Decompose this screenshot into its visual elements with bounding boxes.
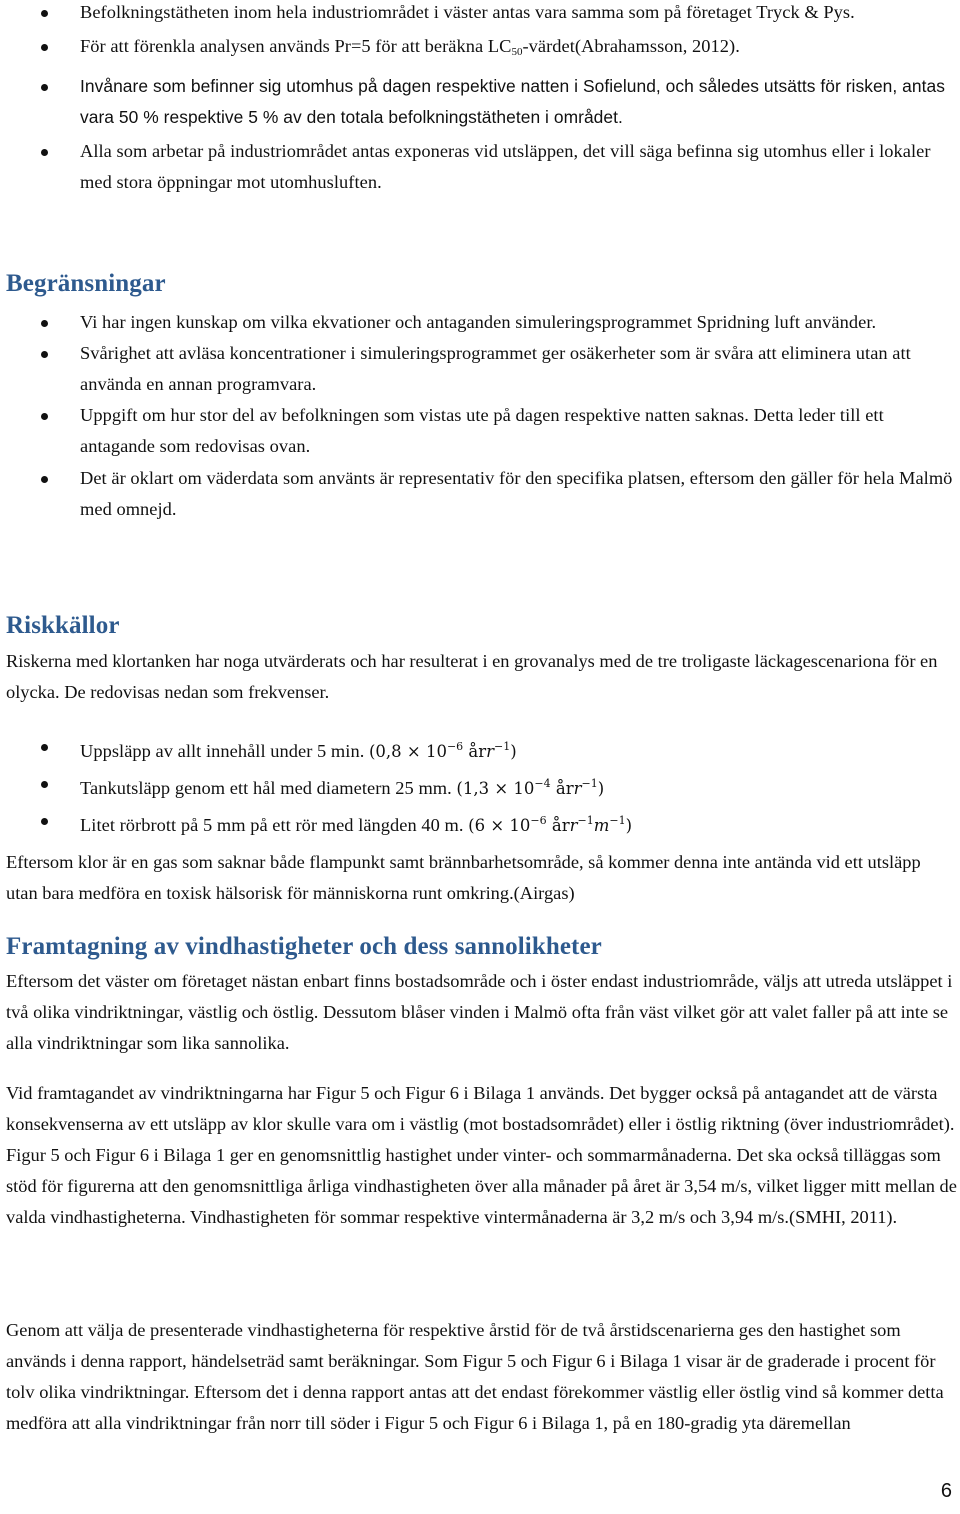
- list-item: Tankutsläpp genom ett hål med diametern 25 mm. ($1,3 \times 10^{-4}$ årr$^{-1}$): [6, 768, 956, 805]
- limitations-list: [6, 307, 956, 525]
- list-item: Det är oklart om väderdata som använts är representativ för den specifika platsen, eftersom den gäller för hela Malmö med omnejd.: [6, 463, 956, 525]
- list-item: Svårighet att avläsa koncentrationer i simuleringsprogrammet ger osäkerheter som är svåra att eliminera utan att använda en annan programvara.: [6, 338, 956, 400]
- bullet-icon: [41, 84, 48, 91]
- bullet-icon: [41, 320, 48, 327]
- bullet-icon: [41, 476, 48, 483]
- bullet-icon: [41, 44, 48, 51]
- list-item: Uppsläpp av allt innehåll under 5 min. ($0,8 \times 10^{-6}$ årr$^{-1}$): [6, 731, 956, 768]
- frequency-value: ($1,3 \times 10^{-4}$ årr$^{-1}$): [456, 777, 605, 798]
- heading-vindhastigheter: Framtagning av vindhastigheter och dess sannolikheter: [6, 933, 602, 960]
- frequency-value: ($0,8 \times 10^{-6}$ årr$^{-1}$): [368, 740, 517, 761]
- heading-begransningar: Begränsningar: [6, 270, 166, 297]
- riskkallor-after: Eftersom klor är en gas som saknar både flampunkt samt brännbarhetsområde, så kommer denna inte antända vid ett utsläpp utan bara medföra en toxisk hälsorisk för människorna runt omkring.(Airgas): [6, 852, 921, 903]
- bullet-icon: [41, 818, 48, 825]
- assumptions-list: [6, 0, 956, 198]
- list-item: Vi har ingen kunskap om vilka ekvationer och antaganden simuleringsprogrammet Spridning luft använder.: [6, 307, 956, 338]
- vind-paragraph-1: Eftersom det väster om företaget nästan enbart finns bostadsområde och i öster endast industriområde, väljs att utreda utsläppet i två olika vindriktningar, västlig och östlig. Dessutom blåser vinden i Malmö ofta från väst vilket gör att valet faller på att inte se alla vindriktningar som lika sannolika.: [6, 971, 953, 1053]
- vind-paragraph-2: Vid framtagandet av vindriktningarna har Figur 5 och Figur 6 i Bilaga 1 används. Det bygger också på antagandet att de värsta konsekvenserna av ett utsläpp av klor skulle vara om i västlig (mot bostadsområdet) eller i östlig riktning (över industriområdet). Figur 5 och Figur 6 i Bilaga 1 ger en genomsnittlig hastighet under vinter- och sommarmånaderna. Det ska också tilläggas som stöd för figurerna att den genomsnittliga årliga vindhastigheten över alla månader på året är 3,54 m/s, vilket ligger mitt mellan de valda vindhastigheterna. Vindhastigheten för sommar respektive vintermånaderna är 3,2 m/s och 3,94 m/s.(SMHI, 2011).: [6, 1083, 957, 1227]
- bullet-icon: [41, 149, 48, 156]
- frequency-value: ($6 \times 10^{-6}$ $årr^{-1}m^{-1}$): [468, 814, 633, 835]
- list-item: Invånare som befinner sig utomhus på dagen respektive natten i Sofielund, och således utsätts för risken, antas vara 50 % respektive 5 % av den totala befolkningstätheten i området.: [6, 71, 956, 133]
- heading-riskkallor: Riskkällor: [6, 612, 120, 639]
- page-number: 6: [940, 1480, 952, 1502]
- riskkallor-intro: Riskerna med klortanken har noga utvärderats och har resulterat i en grovanalys med de tre troligaste läckagescenariona för en olycka. De redovisas nedan som frekvenser.: [6, 651, 938, 702]
- bullet-icon: [41, 351, 48, 358]
- list-item: Uppgift om hur stor del av befolkningen som vistas ute på dagen respektive natten saknas. Detta leder till ett antagande som redovisas ovan.: [6, 400, 956, 462]
- scenario-list: [6, 731, 956, 842]
- bullet-icon: [41, 10, 48, 17]
- bullet-icon: [41, 744, 48, 751]
- list-item: För att förenkla analysen används Pr=5 för att beräkna $LC_{50}-värdet(Abrahamsson$, 2012).: [6, 31, 956, 68]
- list-item: Befolkningstätheten inom hela industriområdet i väster antas vara samma som på företaget Tryck & Pys.: [6, 0, 956, 28]
- list-item: Alla som arbetar på industriområdet antas exponeras vid utsläppen, det vill säga befinna sig utomhus eller i lokaler med stora öppningar mot utomhusluften.: [6, 136, 956, 198]
- vind-paragraph-3: Genom att välja de presenterade vindhastigheterna för respektive årstid för de två årstidscenarierna ges den hastighet som används i denna rapport, händelseträd samt beräkningar. Som Figur 5 och Figur 6 i Bilaga 1 visar är de graderade i procent för tolv olika vindriktningar. Eftersom det i denna rapport antas att det endast förekommer västlig eller östlig vind så kommer detta medföra att alla vindriktningar från norr till söder i Figur 5 och Figur 6 i Bilaga 1, på en 180-gradig yta däremellan: [6, 1320, 944, 1433]
- list-item: Litet rörbrott på 5 mm på ett rör med längden 40 m. ($6 \times 10^{-6}$ $årr^{-1}m^{-1}$): [6, 805, 956, 842]
- bullet-icon: [41, 781, 48, 788]
- bullet-icon: [41, 413, 48, 420]
